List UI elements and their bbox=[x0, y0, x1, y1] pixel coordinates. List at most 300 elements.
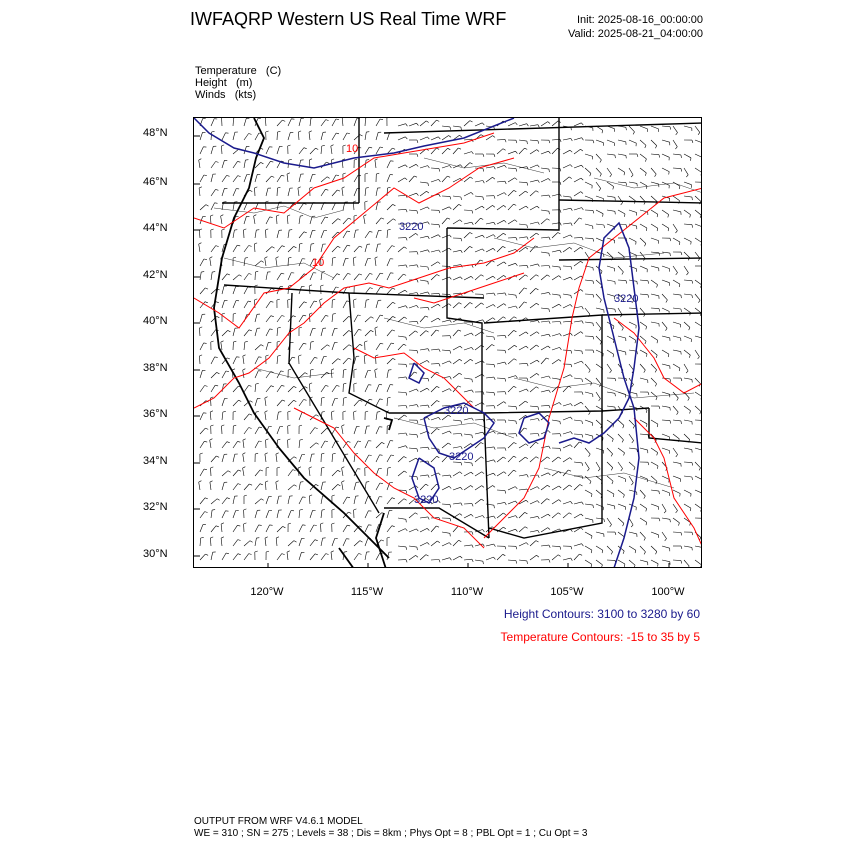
wind-barb bbox=[530, 475, 538, 476]
wind-barb-flag bbox=[244, 509, 247, 510]
wind-barb-flag bbox=[526, 543, 528, 545]
wind-barb-flag bbox=[549, 169, 550, 172]
wind-barb bbox=[199, 244, 200, 252]
wind-barb-flag bbox=[536, 345, 539, 347]
wind-barb-flag bbox=[494, 544, 496, 547]
wind-barb bbox=[200, 147, 203, 154]
wind-barb-flag bbox=[698, 357, 700, 359]
wind-barb-flag bbox=[449, 235, 451, 237]
wind-barb bbox=[321, 510, 322, 518]
wind-barb-flag bbox=[437, 541, 440, 543]
wind-barb bbox=[277, 356, 278, 364]
wind-barb-flag bbox=[265, 397, 268, 398]
wind-barb-flag bbox=[342, 425, 345, 426]
wind-barb-flag bbox=[392, 526, 395, 527]
wind-barb bbox=[684, 448, 692, 450]
wind-barb-flag bbox=[505, 362, 507, 365]
wind-barb bbox=[618, 434, 624, 440]
wind-barb bbox=[343, 539, 346, 546]
wind-barb bbox=[288, 400, 294, 406]
wind-barb-flag bbox=[344, 397, 347, 398]
wind-barb-flag bbox=[211, 425, 214, 426]
wind-barb-flag bbox=[461, 421, 462, 424]
wind-barb-flag bbox=[300, 509, 303, 510]
wind-barb-flag bbox=[647, 424, 648, 427]
wind-barb bbox=[618, 462, 623, 469]
wind-barb-flag bbox=[259, 525, 262, 526]
wind-barb bbox=[310, 357, 315, 364]
wind-barb-flag bbox=[245, 258, 248, 259]
wind-barb bbox=[442, 248, 449, 252]
wind-barb-flag bbox=[392, 288, 395, 289]
wind-barb-flag bbox=[548, 473, 550, 475]
wind-barb-flag bbox=[626, 127, 627, 130]
wind-barb bbox=[442, 532, 450, 533]
wind-barb bbox=[475, 374, 482, 378]
wind-barb bbox=[420, 349, 428, 350]
wind-barb-flag bbox=[503, 317, 506, 319]
wind-barb-flag bbox=[338, 246, 341, 247]
wind-barb bbox=[640, 280, 648, 281]
wind-barb bbox=[497, 165, 505, 168]
wind-barb bbox=[541, 308, 549, 309]
wind-barb-flag bbox=[289, 230, 292, 231]
wind-barb bbox=[464, 434, 472, 435]
wind-barb bbox=[354, 554, 359, 561]
wind-barb-flag bbox=[648, 462, 649, 465]
wind-barb bbox=[464, 390, 472, 392]
wind-barb bbox=[199, 328, 200, 336]
wind-barb-flag bbox=[631, 525, 633, 527]
wind-barb-flag bbox=[549, 321, 550, 324]
wind-barb bbox=[684, 406, 691, 411]
wind-barb-flag bbox=[278, 131, 281, 132]
wind-barb bbox=[662, 448, 670, 451]
wind-barb-flag bbox=[272, 176, 275, 177]
wind-barb bbox=[420, 292, 428, 294]
wind-barb-flag bbox=[461, 238, 462, 241]
wind-barb bbox=[409, 123, 417, 126]
wind-barb bbox=[607, 504, 615, 506]
wind-barb-flag bbox=[504, 304, 506, 306]
wind-barb-flag bbox=[332, 523, 335, 524]
wind-barb bbox=[332, 539, 335, 547]
lon-tick: 100°W bbox=[651, 586, 685, 598]
wind-barb-flag bbox=[222, 425, 225, 426]
wind-barb bbox=[321, 146, 322, 154]
wind-barb bbox=[409, 405, 417, 406]
wind-barb bbox=[497, 513, 503, 518]
wind-barb-flag bbox=[656, 552, 657, 555]
wind-barb-flag bbox=[450, 320, 452, 323]
wind-barb-flag bbox=[201, 537, 204, 538]
wind-barb-flag bbox=[336, 119, 339, 120]
wind-barb-flag bbox=[549, 253, 550, 256]
wind-barb bbox=[321, 538, 323, 546]
wind-barb bbox=[211, 119, 214, 126]
wind-barb-flag bbox=[249, 330, 252, 331]
wind-barb bbox=[255, 230, 256, 238]
wind-barb-flag bbox=[505, 448, 506, 451]
wind-barb bbox=[288, 496, 290, 504]
wind-barb-flag bbox=[536, 275, 539, 277]
wind-barb-flag bbox=[417, 293, 418, 296]
wind-barb bbox=[299, 482, 300, 490]
wind-barb bbox=[607, 364, 612, 371]
wind-barb bbox=[210, 440, 211, 448]
wind-barb bbox=[266, 188, 268, 196]
wind-barb-flag bbox=[371, 330, 374, 331]
wind-barb-flag bbox=[336, 133, 339, 134]
height-contour-label: 3220 bbox=[444, 405, 469, 417]
wind-barb-flag bbox=[211, 467, 214, 468]
wind-barb-flag bbox=[405, 165, 407, 167]
wind-barb bbox=[563, 247, 570, 252]
wind-barb bbox=[508, 487, 515, 490]
wind-barb-flag bbox=[646, 327, 647, 330]
wind-barb bbox=[673, 238, 680, 242]
wind-barb bbox=[563, 458, 570, 462]
wind-barb-flag bbox=[503, 554, 506, 555]
wind-barb bbox=[519, 527, 525, 532]
wind-barb-flag bbox=[472, 390, 474, 393]
wind-barb bbox=[596, 378, 601, 384]
wind-barb bbox=[541, 390, 549, 392]
wind-barb-flag bbox=[526, 206, 528, 208]
wind-barb bbox=[453, 487, 461, 490]
wind-barb bbox=[309, 384, 310, 392]
wind-barb-flag bbox=[538, 141, 539, 144]
wind-barb-flag bbox=[244, 495, 247, 496]
wind-barb-flag bbox=[199, 355, 202, 356]
wind-barb bbox=[299, 538, 302, 546]
wind-barb bbox=[321, 357, 324, 365]
wind-barb bbox=[321, 244, 323, 252]
wind-barb-flag bbox=[427, 191, 429, 193]
wind-barb bbox=[332, 258, 333, 266]
wind-barb-flag bbox=[472, 265, 473, 268]
wind-barb-flag bbox=[276, 481, 279, 482]
wind-barb-flag bbox=[538, 264, 540, 267]
wind-barb bbox=[651, 546, 657, 552]
wind-barb bbox=[255, 314, 257, 322]
wind-barbs bbox=[199, 118, 702, 568]
wind-barb-flag bbox=[315, 428, 318, 429]
wind-barb bbox=[673, 350, 681, 352]
wind-barb-flag bbox=[631, 175, 633, 177]
wind-barb-flag bbox=[282, 246, 285, 247]
wind-barb-flag bbox=[256, 412, 259, 413]
wind-barb bbox=[265, 118, 266, 126]
wind-barb-flag bbox=[256, 383, 259, 384]
wind-barb-flag bbox=[548, 431, 550, 433]
wind-barb bbox=[266, 301, 271, 308]
wind-barb-flag bbox=[494, 447, 495, 450]
wind-barb-flag bbox=[560, 347, 562, 349]
wind-barb-flag bbox=[571, 138, 573, 141]
wind-barb-flag bbox=[406, 364, 407, 367]
wind-barb bbox=[365, 188, 366, 196]
wind-barb-flag bbox=[692, 463, 693, 466]
wind-barb-flag bbox=[449, 361, 451, 363]
wind-barb bbox=[651, 294, 659, 296]
wind-barb bbox=[309, 468, 310, 476]
wind-barb bbox=[310, 216, 312, 224]
lon-tick: 105°W bbox=[550, 586, 584, 598]
wind-barb bbox=[420, 121, 426, 126]
wind-barb bbox=[343, 273, 348, 280]
wind-barb bbox=[519, 512, 525, 518]
model-version: OUTPUT FROM WRF V4.6.1 MODEL bbox=[194, 816, 363, 827]
wind-barb-flag bbox=[481, 135, 484, 137]
wind-barb-flag bbox=[681, 421, 682, 424]
wind-barb-flag bbox=[571, 501, 573, 504]
wind-barb bbox=[211, 272, 212, 280]
wind-barb bbox=[431, 417, 439, 420]
wind-barb bbox=[277, 246, 282, 252]
wind-barb-flag bbox=[380, 315, 383, 316]
wind-barb bbox=[574, 321, 582, 322]
wind-barb bbox=[651, 560, 658, 564]
wind-barb bbox=[200, 538, 201, 546]
wind-barb-flag bbox=[428, 292, 430, 295]
wind-barb bbox=[530, 373, 537, 378]
wind-barb-flag bbox=[259, 357, 262, 358]
wind-barb bbox=[596, 462, 600, 469]
wind-barb-flag bbox=[217, 372, 220, 373]
wind-barb bbox=[607, 434, 613, 439]
wind-barb bbox=[222, 398, 225, 406]
wind-barb-flag bbox=[245, 341, 248, 342]
wind-barb bbox=[453, 277, 460, 280]
wind-barb bbox=[365, 147, 369, 154]
wind-barb bbox=[431, 456, 437, 462]
wind-barb bbox=[530, 150, 537, 154]
wind-barb bbox=[673, 210, 681, 212]
wind-barb bbox=[321, 203, 324, 210]
wind-barb bbox=[497, 362, 505, 364]
wind-barb bbox=[321, 120, 326, 126]
wind-barb-flag bbox=[581, 123, 583, 125]
wind-barb bbox=[695, 560, 701, 565]
wind-barb-flag bbox=[460, 514, 462, 516]
wind-barb-flag bbox=[472, 211, 473, 214]
wind-barb bbox=[442, 218, 447, 224]
wind-barb bbox=[673, 140, 677, 147]
wind-barb-flag bbox=[288, 439, 291, 440]
wind-barb-flag bbox=[427, 137, 429, 139]
wind-barb-flag bbox=[331, 145, 334, 146]
wind-barb bbox=[541, 321, 549, 322]
wind-barb-flag bbox=[309, 285, 312, 286]
wind-barb bbox=[684, 252, 690, 258]
wind-barb-flag bbox=[635, 550, 636, 553]
wind-barb-flag bbox=[612, 481, 613, 484]
wind-barb-flag bbox=[439, 364, 440, 367]
wind-barb-flag bbox=[238, 441, 241, 442]
wind-barb bbox=[574, 514, 581, 518]
wind-barb-flag bbox=[483, 432, 485, 435]
wind-barb-flag bbox=[287, 215, 290, 216]
wind-barb bbox=[530, 180, 538, 182]
wind-barb-flag bbox=[494, 393, 495, 396]
wind-barb-flag bbox=[309, 383, 312, 384]
wind-barb bbox=[596, 154, 601, 160]
wind-barb bbox=[210, 412, 211, 420]
wind-barb-flag bbox=[516, 516, 518, 519]
wind-barb bbox=[607, 224, 615, 227]
wind-barb bbox=[277, 175, 281, 182]
wind-barb bbox=[640, 532, 645, 538]
wind-barb-flag bbox=[536, 233, 539, 235]
wind-barb bbox=[640, 140, 646, 145]
wind-barb-flag bbox=[266, 229, 269, 230]
wind-barb bbox=[409, 210, 417, 211]
wind-barb-flag bbox=[623, 425, 624, 428]
wind-barb bbox=[277, 273, 281, 280]
wind-barb bbox=[222, 426, 223, 434]
wind-barb-flag bbox=[593, 239, 594, 242]
wind-barb bbox=[629, 560, 635, 565]
wind-barb bbox=[321, 345, 327, 350]
wind-barb-flag bbox=[233, 313, 236, 314]
wind-barb-flag bbox=[610, 175, 612, 177]
wind-barb bbox=[596, 224, 604, 225]
wind-barb-flag bbox=[226, 371, 229, 372]
wind-barb-flag bbox=[593, 281, 594, 284]
wind-barb-flag bbox=[549, 140, 550, 143]
wind-barb bbox=[431, 318, 438, 322]
wind-barb-flag bbox=[380, 287, 383, 288]
wind-barb bbox=[210, 482, 211, 490]
wind-barb-flag bbox=[428, 183, 429, 186]
wind-barb bbox=[200, 469, 204, 476]
wind-barb-flag bbox=[331, 551, 334, 552]
wind-barb bbox=[321, 385, 326, 392]
wind-barb bbox=[607, 490, 614, 494]
wind-barb bbox=[695, 210, 701, 215]
wind-barb-flag bbox=[359, 329, 362, 330]
wind-barb-flag bbox=[546, 358, 549, 359]
wind-barb bbox=[497, 246, 503, 252]
wind-barb-flag bbox=[581, 261, 583, 263]
wind-barb bbox=[387, 219, 393, 224]
height-contour-label: 3220 bbox=[399, 221, 424, 233]
wind-barb bbox=[519, 148, 525, 154]
wind-barb-flag bbox=[646, 522, 647, 525]
wind-barb bbox=[475, 303, 481, 308]
wind-barb bbox=[398, 336, 406, 337]
wind-barb bbox=[596, 196, 604, 199]
wind-barb bbox=[243, 468, 244, 476]
wind-barb-flag bbox=[569, 177, 572, 179]
wind-barb bbox=[651, 308, 659, 309]
wind-barb-flag bbox=[338, 470, 341, 471]
wind-barb-flag bbox=[450, 127, 451, 130]
wind-barb-flag bbox=[278, 327, 281, 328]
lat-tick: 36°N bbox=[143, 408, 168, 420]
wind-barb bbox=[519, 265, 527, 266]
wind-barb-flag bbox=[571, 364, 572, 367]
wind-barb-flag bbox=[505, 502, 507, 505]
wind-barb bbox=[343, 331, 349, 337]
wind-barb-flag bbox=[450, 505, 451, 508]
wind-barb-flag bbox=[657, 228, 658, 231]
wind-barb bbox=[200, 272, 201, 280]
wind-barb bbox=[255, 484, 260, 490]
wind-barb bbox=[210, 216, 211, 224]
wind-barb bbox=[244, 175, 247, 183]
wind-barb bbox=[497, 293, 505, 294]
wind-barb bbox=[200, 132, 203, 140]
wind-barb bbox=[277, 146, 280, 154]
wind-barb bbox=[244, 484, 249, 490]
wind-barb bbox=[266, 247, 272, 252]
wind-barb-flag bbox=[655, 384, 656, 387]
wind-barb-flag bbox=[305, 373, 308, 375]
wind-barb bbox=[387, 288, 392, 294]
wind-barb-flag bbox=[416, 389, 418, 391]
wind-barb bbox=[695, 140, 702, 143]
wind-barb bbox=[310, 244, 311, 252]
wind-barb-flag bbox=[645, 244, 646, 247]
wind-barb-flag bbox=[472, 545, 473, 548]
wind-barb-flag bbox=[613, 494, 614, 497]
wind-barb bbox=[563, 375, 570, 378]
wind-barb-flag bbox=[276, 215, 279, 216]
wind-barb-flag bbox=[282, 316, 285, 317]
wind-barb-flag bbox=[417, 405, 418, 408]
wind-barb-flag bbox=[321, 453, 324, 454]
wind-barb-flag bbox=[581, 528, 583, 530]
wind-barb bbox=[387, 246, 392, 252]
wind-barb bbox=[409, 176, 414, 182]
wind-barb bbox=[651, 154, 659, 155]
wind-barb-flag bbox=[459, 204, 462, 205]
wind-barb-flag bbox=[243, 355, 246, 356]
wind-barb-flag bbox=[536, 191, 539, 193]
wind-barb bbox=[420, 307, 428, 308]
wind-barb-flag bbox=[215, 203, 218, 204]
wind-barb-flag bbox=[204, 343, 207, 344]
wind-barb bbox=[684, 490, 691, 494]
wind-barb-flag bbox=[515, 220, 517, 222]
wind-barb bbox=[552, 360, 559, 365]
wind-barb-flag bbox=[525, 457, 528, 459]
wind-barb bbox=[288, 230, 289, 238]
wind-barb-flag bbox=[238, 554, 241, 555]
wind-barb bbox=[475, 457, 481, 462]
wind-barb-flag bbox=[439, 417, 441, 419]
wind-barb-flag bbox=[582, 502, 584, 505]
wind-barb bbox=[519, 389, 526, 392]
wind-barb bbox=[255, 357, 259, 364]
wind-barb bbox=[442, 277, 449, 280]
wind-barb-flag bbox=[450, 518, 451, 521]
wind-barb-flag bbox=[537, 150, 539, 152]
wind-barb bbox=[299, 497, 303, 504]
wind-barb bbox=[321, 217, 325, 224]
wind-barb bbox=[453, 420, 461, 421]
wind-barb-flag bbox=[514, 190, 517, 191]
wind-barb bbox=[343, 231, 347, 238]
wind-barb bbox=[464, 276, 471, 280]
wind-barb bbox=[640, 350, 647, 354]
wind-barb-flag bbox=[655, 146, 656, 149]
wind-barb-flag bbox=[359, 246, 362, 247]
wind-barb bbox=[574, 361, 582, 364]
wind-barb bbox=[541, 376, 549, 378]
